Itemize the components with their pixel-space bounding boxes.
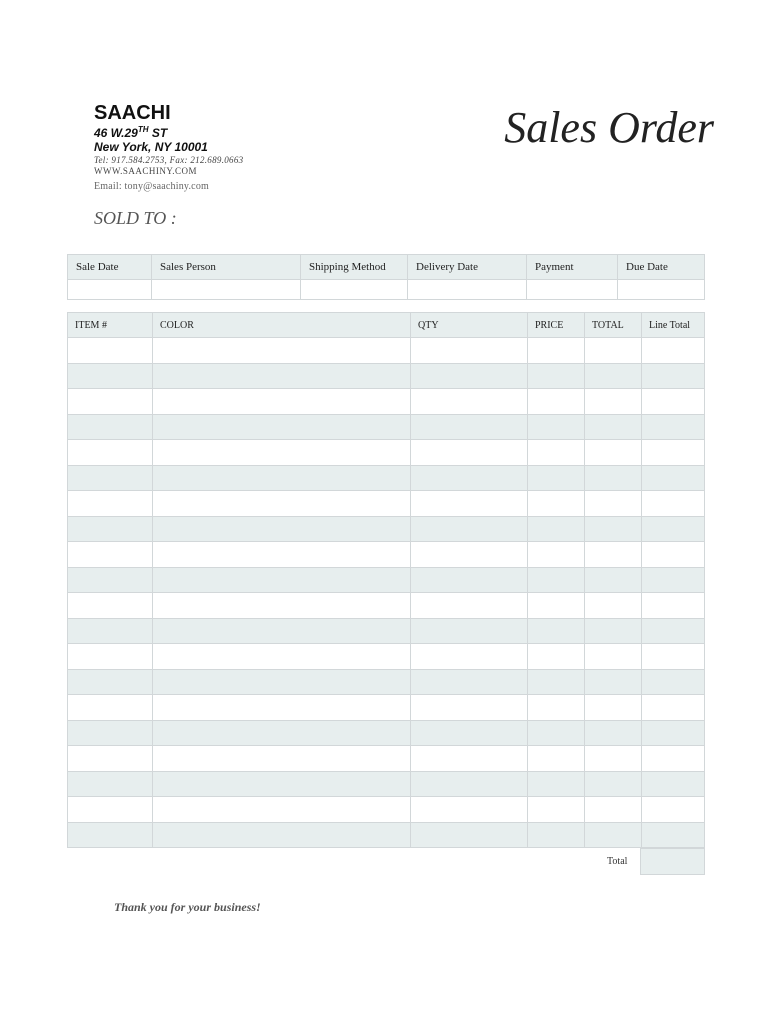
line-items-table — [67, 312, 705, 848]
color-cell[interactable] — [153, 414, 411, 440]
item-number-cell[interactable] — [68, 822, 153, 848]
meta-delivery-date-field[interactable] — [408, 280, 527, 300]
color-cell[interactable] — [153, 491, 411, 517]
line-total-cell[interactable] — [642, 567, 705, 593]
items-body — [68, 338, 705, 848]
line-total-cell[interactable] — [642, 414, 705, 440]
item-number-cell[interactable] — [68, 720, 153, 746]
price-cell[interactable] — [528, 644, 585, 670]
price-cell[interactable] — [528, 440, 585, 466]
table-row — [68, 414, 705, 440]
total-cell[interactable] — [585, 618, 642, 644]
color-cell[interactable] — [153, 363, 411, 389]
total-cell[interactable] — [585, 771, 642, 797]
table-row — [68, 644, 705, 670]
meta-header-shipping-method: Shipping Method — [301, 255, 408, 280]
table-row — [68, 797, 705, 823]
order-meta-table — [67, 254, 705, 300]
table-row — [68, 822, 705, 848]
table-row — [68, 618, 705, 644]
item-number-cell[interactable] — [68, 542, 153, 568]
table-row — [68, 771, 705, 797]
items-header-price: PRICE — [528, 313, 585, 338]
total-cell[interactable] — [585, 720, 642, 746]
total-cell[interactable] — [585, 389, 642, 415]
total-cell[interactable] — [585, 516, 642, 542]
items-header-row — [68, 313, 705, 338]
qty-cell[interactable] — [411, 669, 528, 695]
qty-cell[interactable] — [411, 618, 528, 644]
meta-payment-field[interactable] — [527, 280, 618, 300]
total-cell[interactable] — [585, 414, 642, 440]
line-total-cell[interactable] — [642, 363, 705, 389]
color-cell[interactable] — [153, 746, 411, 772]
item-number-cell[interactable] — [68, 465, 153, 491]
line-total-cell[interactable] — [642, 542, 705, 568]
meta-header-row — [68, 255, 705, 280]
items-header-qty: QTY — [411, 313, 528, 338]
total-cell[interactable] — [585, 669, 642, 695]
qty-cell[interactable] — [411, 720, 528, 746]
item-number-cell[interactable] — [68, 389, 153, 415]
meta-header-sales-person: Sales Person — [152, 255, 301, 280]
color-cell[interactable] — [153, 593, 411, 619]
price-cell[interactable] — [528, 822, 585, 848]
qty-cell[interactable] — [411, 491, 528, 517]
qty-cell[interactable] — [411, 440, 528, 466]
document-title: Sales Order — [504, 103, 714, 152]
price-cell[interactable] — [528, 363, 585, 389]
total-cell[interactable] — [585, 822, 642, 848]
item-number-cell[interactable] — [68, 695, 153, 721]
color-cell[interactable] — [153, 669, 411, 695]
table-row — [68, 542, 705, 568]
company-address-line2: New York, NY 10001 — [94, 140, 208, 154]
line-total-cell[interactable] — [642, 516, 705, 542]
company-website: WWW.SAACHINY.COM — [94, 166, 198, 176]
meta-shipping-method-field[interactable] — [301, 280, 408, 300]
price-cell[interactable] — [528, 695, 585, 721]
qty-cell[interactable] — [411, 771, 528, 797]
item-number-cell[interactable] — [68, 797, 153, 823]
meta-sales-person-field[interactable] — [152, 280, 301, 300]
qty-cell[interactable] — [411, 414, 528, 440]
meta-header-delivery-date: Delivery Date — [408, 255, 527, 280]
item-number-cell[interactable] — [68, 414, 153, 440]
table-row — [68, 440, 705, 466]
meta-header-sale-date: Sale Date — [68, 255, 152, 280]
color-cell[interactable] — [153, 771, 411, 797]
price-cell[interactable] — [528, 542, 585, 568]
price-cell[interactable] — [528, 771, 585, 797]
table-row — [68, 516, 705, 542]
item-number-cell[interactable] — [68, 567, 153, 593]
qty-cell[interactable] — [411, 746, 528, 772]
color-cell[interactable] — [153, 822, 411, 848]
items-header-line-total: Line Total — [642, 313, 705, 338]
line-total-cell[interactable] — [642, 593, 705, 619]
color-cell[interactable] — [153, 516, 411, 542]
line-total-cell[interactable] — [642, 669, 705, 695]
table-row — [68, 389, 705, 415]
line-total-cell[interactable] — [642, 771, 705, 797]
total-cell[interactable] — [585, 593, 642, 619]
company-email: Email: tony@saachiny.com — [94, 181, 210, 192]
item-number-cell[interactable] — [68, 440, 153, 466]
line-total-cell[interactable] — [642, 720, 705, 746]
table-row — [68, 695, 705, 721]
qty-cell[interactable] — [411, 465, 528, 491]
meta-header-payment: Payment — [527, 255, 618, 280]
table-row — [68, 491, 705, 517]
price-cell[interactable] — [528, 593, 585, 619]
color-cell[interactable] — [153, 720, 411, 746]
color-cell[interactable] — [153, 440, 411, 466]
thank-you-note: Thank you for your business! — [114, 900, 261, 914]
items-header-total: TOTAL — [585, 313, 642, 338]
total-cell[interactable] — [585, 695, 642, 721]
price-cell[interactable] — [528, 746, 585, 772]
line-total-cell[interactable] — [642, 822, 705, 848]
qty-cell[interactable] — [411, 516, 528, 542]
item-number-cell[interactable] — [68, 363, 153, 389]
line-total-cell[interactable] — [642, 644, 705, 670]
table-row — [68, 363, 705, 389]
items-header-color: COLOR — [153, 313, 411, 338]
total-cell[interactable] — [585, 338, 642, 364]
meta-header-due-date: Due Date — [618, 255, 705, 280]
table-row — [68, 338, 705, 364]
item-number-cell[interactable] — [68, 593, 153, 619]
qty-cell[interactable] — [411, 338, 528, 364]
meta-sale-date-field[interactable] — [68, 280, 152, 300]
total-cell[interactable] — [585, 440, 642, 466]
price-cell[interactable] — [528, 720, 585, 746]
total-cell[interactable] — [585, 491, 642, 517]
company-name: SAACHI — [94, 102, 171, 124]
color-cell[interactable] — [153, 542, 411, 568]
table-row — [68, 720, 705, 746]
table-row — [68, 465, 705, 491]
qty-cell[interactable] — [411, 644, 528, 670]
grand-total-label: Total — [607, 856, 628, 867]
color-cell[interactable] — [153, 797, 411, 823]
line-total-cell[interactable] — [642, 465, 705, 491]
color-cell[interactable] — [153, 695, 411, 721]
price-cell[interactable] — [528, 567, 585, 593]
address-street-suffix: ST — [148, 126, 168, 140]
qty-cell[interactable] — [411, 389, 528, 415]
line-total-cell[interactable] — [642, 746, 705, 772]
item-number-cell[interactable] — [68, 669, 153, 695]
qty-cell[interactable] — [411, 593, 528, 619]
qty-cell[interactable] — [411, 797, 528, 823]
company-address-line1 — [94, 125, 167, 140]
price-cell[interactable] — [528, 465, 585, 491]
item-number-cell[interactable] — [68, 491, 153, 517]
line-total-cell[interactable] — [642, 695, 705, 721]
line-total-cell[interactable] — [642, 797, 705, 823]
item-number-cell[interactable] — [68, 618, 153, 644]
color-cell[interactable] — [153, 644, 411, 670]
table-row — [68, 746, 705, 772]
price-cell[interactable] — [528, 797, 585, 823]
qty-cell[interactable] — [411, 695, 528, 721]
price-cell[interactable] — [528, 338, 585, 364]
grand-total-field[interactable] — [640, 848, 705, 875]
table-row — [68, 593, 705, 619]
company-phone-fax: Tel: 917.584.2753, Fax: 212.689.0663 — [94, 155, 244, 165]
price-cell[interactable] — [528, 491, 585, 517]
item-number-cell[interactable] — [68, 644, 153, 670]
total-cell[interactable] — [585, 363, 642, 389]
price-cell[interactable] — [528, 414, 585, 440]
color-cell[interactable] — [153, 389, 411, 415]
price-cell[interactable] — [528, 618, 585, 644]
line-total-cell[interactable] — [642, 618, 705, 644]
line-total-cell[interactable] — [642, 338, 705, 364]
color-cell[interactable] — [153, 618, 411, 644]
line-total-cell[interactable] — [642, 491, 705, 517]
sold-to-label: SOLD TO : — [94, 208, 177, 228]
meta-due-date-field[interactable] — [618, 280, 705, 300]
total-cell[interactable] — [585, 644, 642, 670]
line-total-cell[interactable] — [642, 440, 705, 466]
line-total-cell[interactable] — [642, 389, 705, 415]
item-number-cell[interactable] — [68, 516, 153, 542]
table-row — [68, 669, 705, 695]
meta-value-row — [68, 280, 705, 300]
address-street: 46 W.29 — [94, 126, 138, 140]
qty-cell[interactable] — [411, 567, 528, 593]
qty-cell[interactable] — [411, 822, 528, 848]
color-cell[interactable] — [153, 567, 411, 593]
color-cell[interactable] — [153, 338, 411, 364]
total-cell[interactable] — [585, 542, 642, 568]
color-cell[interactable] — [153, 465, 411, 491]
total-cell[interactable] — [585, 797, 642, 823]
item-number-cell[interactable] — [68, 771, 153, 797]
qty-cell[interactable] — [411, 542, 528, 568]
price-cell[interactable] — [528, 389, 585, 415]
item-number-cell[interactable] — [68, 338, 153, 364]
table-row — [68, 567, 705, 593]
price-cell[interactable] — [528, 516, 585, 542]
address-superscript: TH — [137, 125, 149, 134]
price-cell[interactable] — [528, 669, 585, 695]
total-cell[interactable] — [585, 567, 642, 593]
items-header-item-number: ITEM # — [68, 313, 153, 338]
item-number-cell[interactable] — [68, 746, 153, 772]
total-cell[interactable] — [585, 746, 642, 772]
total-cell[interactable] — [585, 465, 642, 491]
qty-cell[interactable] — [411, 363, 528, 389]
